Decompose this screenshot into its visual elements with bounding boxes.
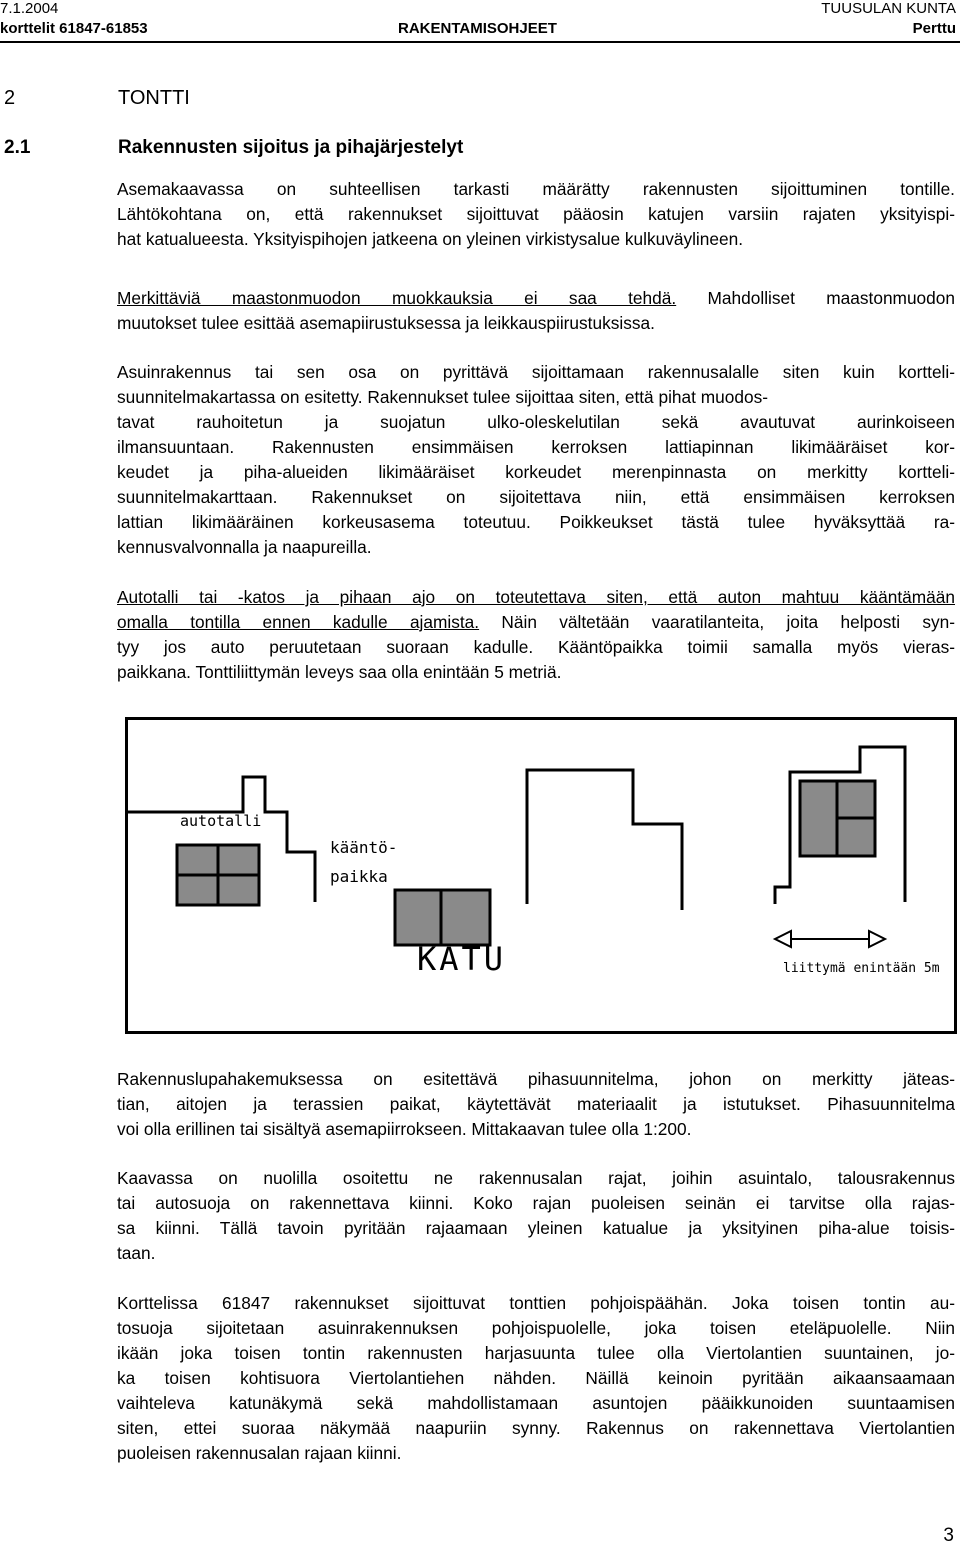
text-line: Rakennuslupahakemuksessa on esitettävä pihasuunnitelma, johon on merkitty jäteas-	[117, 1069, 955, 1089]
text-line: paikkana. Tonttiliittymän leveys saa olla enintään 5 metriä.	[117, 662, 562, 682]
header-rule	[0, 41, 960, 43]
paragraph-block-61847	[117, 1291, 955, 1466]
text-line: muutokset tulee esittää asemapiirustuksessa ja leikkauspiirustuksissa.	[117, 313, 655, 333]
text-line: tavat rauhoitetun ja suojatun ulko-oleskelutilan sekä avautuvat aurinkoiseen	[117, 412, 955, 432]
header-blocks: korttelit 61847-61853	[0, 20, 148, 37]
underlined-rule: Merkittäviä maastonmuodon muokkauksia ei saa tehdä.	[117, 288, 677, 308]
text-fragment: Mahdolliset maastonmuodon	[676, 288, 956, 308]
text-line: vaihteleva katunäkymä sekä mahdollistamaan asuntojen pääikkunoiden suuntaamisen	[117, 1393, 955, 1413]
header-document-title: RAKENTAMISOHJEET	[398, 20, 557, 37]
label-garage: autotalli	[180, 812, 262, 830]
text-line: Asuinrakennus tai sen osa on pyrittävä sijoittamaan rakennusalalle siten kuin kortteli-	[117, 362, 955, 382]
header-author: Perttu	[912, 20, 956, 37]
text-line: keudet ja piha-alueiden likimääräiset korkeudet merenpinnasta on merkitty kortteli-	[117, 462, 955, 482]
page-number: 3	[943, 1525, 954, 1546]
text-line: Kaavassa on nuolilla osoitettu ne rakennusalan rajat, joihin asuintalo, talousrakennus	[117, 1168, 955, 1188]
paragraph-garage	[117, 585, 955, 685]
paragraph-terrain	[117, 286, 955, 336]
text-line: ikään joka toisen tontin rakennusten harjasuunta tulee olla Viertolantien suuntainen, jo-	[117, 1343, 955, 1363]
underlined-rule: omalla tontilla ennen kadulle ajamista.	[117, 612, 480, 632]
text-line: Lähtökohtana on, että rakennukset sijoittuvat pääosin katujen varsiin rajaten yksityispi-	[117, 204, 955, 224]
text-line: ka toisen kohtisuora Viertolantiehen nähden. Näillä keinoin pyritään aikaansaamaan	[117, 1368, 955, 1388]
section-number: 2	[4, 87, 16, 109]
text-line: tai autosuoja on rakennettava kiinni. Koko rajan puoleisen seinän ei tarvitse olla rajas-	[117, 1193, 955, 1213]
text-line	[117, 610, 955, 635]
text-line: tosuoja sijoitetaan asuinrakennuksen pohjoispuolelle, joka toisen eteläpuolelle. Niin	[117, 1318, 955, 1338]
text-line: suunnitelmakartassa on esitetty. Rakennukset tulee sijoittaa siten, että pihat muodos-	[117, 387, 768, 407]
text-line: Korttelissa 61847 rakennukset sijoittuvat tonttien pohjoispäähän. Joka toisen tontin au-	[117, 1293, 955, 1313]
text-line: voi olla erillinen tai sisältyä asemapiirrokseen. Mittakaavan tulee olla 1:200.	[117, 1119, 692, 1139]
turning-area-box	[395, 890, 490, 945]
header-date: 7.1.2004	[0, 0, 59, 17]
text-fragment: Näin vältetään vaaratilanteita, joita helposti syn-	[479, 612, 955, 632]
text-line	[117, 286, 955, 311]
site-plan-figure	[125, 717, 957, 1034]
paragraph-placement	[117, 177, 955, 252]
underlined-line: Autotalli tai -katos ja pihaan ajo on toteutettava siten, että auton mahtuu kääntämään	[117, 587, 955, 607]
text-line: hat katualueesta. Yksityispihojen jatkeena on yleinen virkistysalue kulkuväylineen.	[117, 229, 744, 249]
garage-parking-box	[177, 845, 259, 905]
text-line: taan.	[117, 1243, 156, 1263]
label-turning-area-line2: paikka	[330, 867, 388, 886]
paragraph-building-position	[117, 360, 955, 560]
text-line: sa kiinni. Tällä tavoin pyritään rajaamaan yleinen katualue ja yksityinen piha-alue toisis-	[117, 1218, 955, 1238]
text-line: ilmansuuntaan. Rakennusten ensimmäisen kerroksen lattiapinnan likimääräiset kor-	[117, 437, 955, 457]
right-parking-box	[800, 781, 875, 856]
paragraph-yard-plan	[117, 1067, 955, 1142]
text-line: Asemakaavassa on suhteellisen tarkasti määrätty rakennusten sijoittuminen tontille.	[117, 179, 955, 199]
text-line: kennusvalvonnalla ja naapureilla.	[117, 537, 372, 557]
text-line: tyy jos auto peruutetaan suoraan kadulle. Kääntöpaikka toimii samalla myös vieras-	[117, 637, 955, 657]
text-line: lattian likimääräinen korkeusasema toteutuu. Poikkeukset tästä tulee hyväksyttää ra-	[117, 512, 955, 532]
text-line: suunnitelmakarttaan. Rakennukset on sijoitettava niin, että ensimmäisen kerroksen	[117, 487, 955, 507]
site-plan-drawing	[125, 717, 957, 1034]
label-turning-area-line1: kääntö-	[330, 838, 398, 857]
subsection-number: 2.1	[4, 137, 31, 158]
subsection-title: Rakennusten sijoitus ja pihajärjestelyt	[118, 137, 464, 158]
label-street: KATU	[417, 940, 507, 978]
paragraph-boundaries	[117, 1166, 955, 1266]
text-line: puoleisen rakennusalan rajaan kiinni.	[117, 1443, 402, 1463]
text-line: tian, aitojen ja terassien paikat, käytettävät materiaalit ja istutukset. Pihasuunnitelma	[117, 1094, 955, 1114]
text-line: siten, ettei suoraa näkymää naapuriin synny. Rakennus on rakennettava Viertolantien	[117, 1418, 955, 1438]
section-title: TONTTI	[118, 87, 190, 109]
label-connection-width: liittymä enintään 5m	[783, 961, 940, 976]
header-organization: TUUSULAN KUNTA	[821, 0, 956, 17]
